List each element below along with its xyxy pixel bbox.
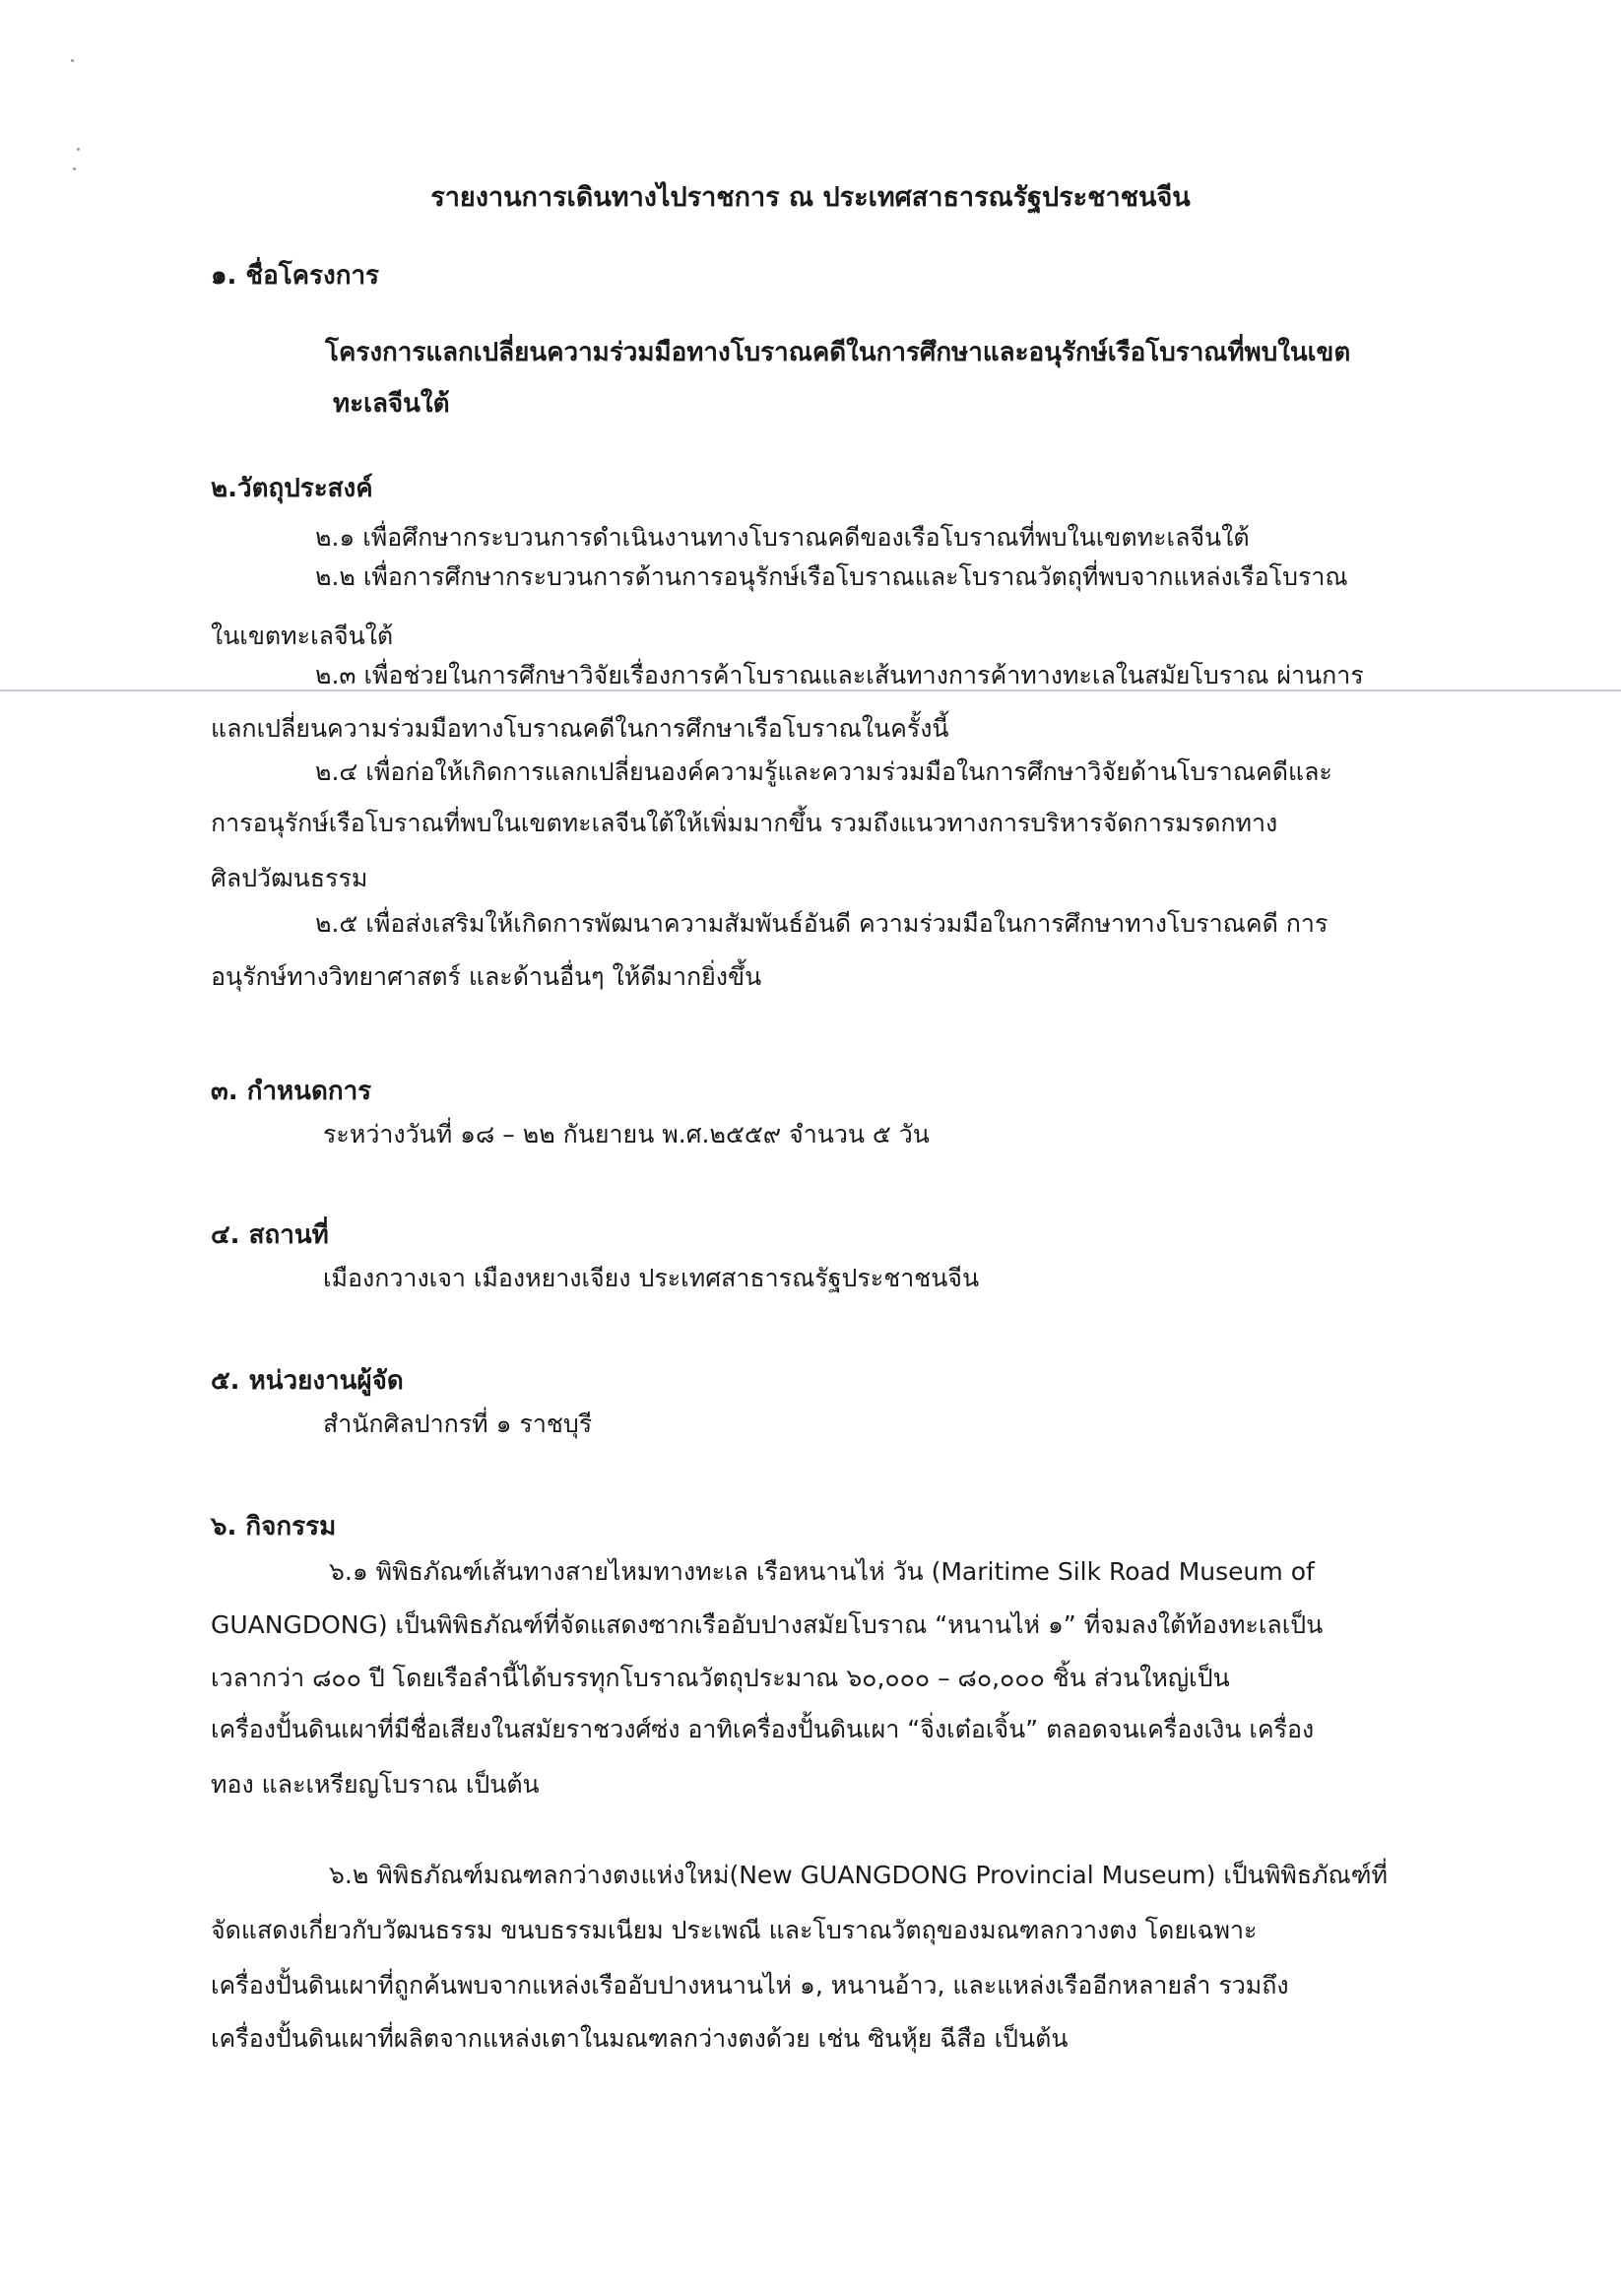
objective-line: การอนุรักษ์เรือโบราณที่พบในเขตทะเลจีนใต้ให้เพิ่มมากขึ้น รวมถึงแนวทางการบริหารจัดการมรดกทาง bbox=[211, 809, 1278, 837]
scan-speck bbox=[73, 167, 76, 170]
activity-line: เครื่องปั้นดินเผาที่มีชื่อเสียงในสมัยราชวงศ์ซ่ง อาทิเครื่องปั้นดินเผา “จิ่งเต๋อเจิ้น” ตลอดจนเครื่องเงิน เครื่อง bbox=[211, 1715, 1315, 1743]
activity-line: เครื่องปั้นดินเผาที่ผลิตจากแหล่งเตาในมณฑลกว่างตงด้วย เช่น ซินหุ้ย ฉีสือ เป็นต้น bbox=[211, 2024, 1069, 2053]
project-name-line-1: โครงการแลกเปลี่ยนความร่วมมือทางโบราณคดีในการศึกษาและอนุรักษ์เรือโบราณที่พบในเขต bbox=[325, 338, 1351, 367]
section-heading-activities: ๖. กิจกรรม bbox=[211, 1512, 337, 1542]
scan-speck bbox=[71, 59, 74, 62]
activity-line: ๖.๑ พิพิธภัณฑ์เส้นทางสายไหมทางทะเล เรือหนานไห่ วัน (Maritime Silk Road Museum of bbox=[329, 1557, 1315, 1586]
objective-line: แลกเปลี่ยนความร่วมมือทางโบราณคดีในการศึกษาเรือโบราณในครั้งนี้ bbox=[211, 714, 949, 743]
section-heading-organizer: ๕. หน่วยงานผู้จัด bbox=[211, 1366, 404, 1396]
organizer-line: สำนักศิลปากรที่ ๑ ราชบุรี bbox=[323, 1410, 593, 1438]
activity-line: ๖.๒ พิพิธภัณฑ์มณฑลกว่างตงแห่งใหม่(New GUANGDONG Provincial Museum) เป็นพิพิธภัณฑ์ที่ bbox=[329, 1861, 1388, 1889]
objective-line: ศิลปวัฒนธรรม bbox=[211, 864, 368, 892]
location-line: เมืองกวางเจา เมืองหยางเจียง ประเทศสาธารณรัฐประชาชนจีน bbox=[323, 1264, 980, 1292]
objective-line: ๒.๓ เพื่อช่วยในการศึกษาวิจัยเรื่องการค้าโบราณและเส้นทางการค้าทางทะเลในสมัยโบราณ ผ่านการ bbox=[315, 661, 1364, 689]
objective-line: ในเขตทะเลจีนใต้ bbox=[211, 622, 394, 650]
schedule-line: ระหว่างวันที่ ๑๘ – ๒๒ กันยายน พ.ศ.๒๕๕๙ จำนวน ๕ วัน bbox=[323, 1120, 930, 1148]
section-heading-objectives: ๒.วัตถุประสงค์ bbox=[211, 474, 373, 503]
objective-line: ๒.๑ เพื่อศึกษากระบวนการดำเนินงานทางโบราณคดีของเรือโบราณที่พบในเขตทะเลจีนใต้ bbox=[315, 523, 1250, 552]
objective-line: ๒.๕ เพื่อส่งเสริมให้เกิดการพัฒนาความสัมพันธ์อันดี ความร่วมมือในการศึกษาทางโบราณคดี การ bbox=[315, 909, 1329, 938]
activity-line: เวลากว่า ๘๐๐ ปี โดยเรือลำนี้ได้บรรทุกโบราณวัตถุประมาณ ๖๐,๐๐๐ – ๘๐,๐๐๐ ชิ้น ส่วนใหญ่เป็น bbox=[211, 1664, 1230, 1692]
objective-line: ๒.๔ เพื่อก่อให้เกิดการแลกเปลี่ยนองค์ความรู้และความร่วมมือในการศึกษาวิจัยด้านโบราณคดีและ bbox=[315, 757, 1332, 786]
activity-line: จัดแสดงเกี่ยวกับวัฒนธรรม ขนบธรรมเนียม ประเพณี และโบราณวัตถุของมณฑลกวางตง โดยเฉพาะ bbox=[211, 1916, 1258, 1944]
document-title: รายงานการเดินทางไปราชการ ณ ประเทศสาธารณรัฐประชาชนจีน bbox=[430, 182, 1191, 213]
objective-line: อนุรักษ์ทางวิทยาศาสตร์ และด้านอื่นๆ ให้ดีมากยิ่งขึ้น bbox=[211, 962, 762, 991]
section-heading-schedule: ๓. กำหนดการ bbox=[211, 1077, 372, 1106]
section-heading-location: ๔. สถานที่ bbox=[211, 1220, 329, 1250]
scan-speck bbox=[77, 148, 80, 151]
activity-line: ทอง และเหรียญโบราณ เป็นต้น bbox=[211, 1770, 540, 1799]
section-heading-project-name: ๑. ชื่อโครงการ bbox=[211, 261, 380, 291]
objective-line: ๒.๒ เพื่อการศึกษากระบวนการด้านการอนุรักษ์เรือโบราณและโบราณวัตถุที่พบจากแหล่งเรือโบราณ bbox=[315, 562, 1348, 591]
project-name-line-2: ทะเลจีนใต้ bbox=[333, 389, 450, 419]
activity-line: GUANGDONG) เป็นพิพิธภัณฑ์ที่จัดแสดงซากเรืออับปางสมัยโบราณ “หนานไห่ ๑” ที่จมลงใต้ท้องทะเลเป็น bbox=[211, 1610, 1324, 1639]
activity-line: เครื่องปั้นดินเผาที่ถูกค้นพบจากแหล่งเรืออับปางหนานไห่ ๑, หนานอ้าว, และแหล่งเรืออีกหลายลำ รวมถึง bbox=[211, 1971, 1289, 2000]
